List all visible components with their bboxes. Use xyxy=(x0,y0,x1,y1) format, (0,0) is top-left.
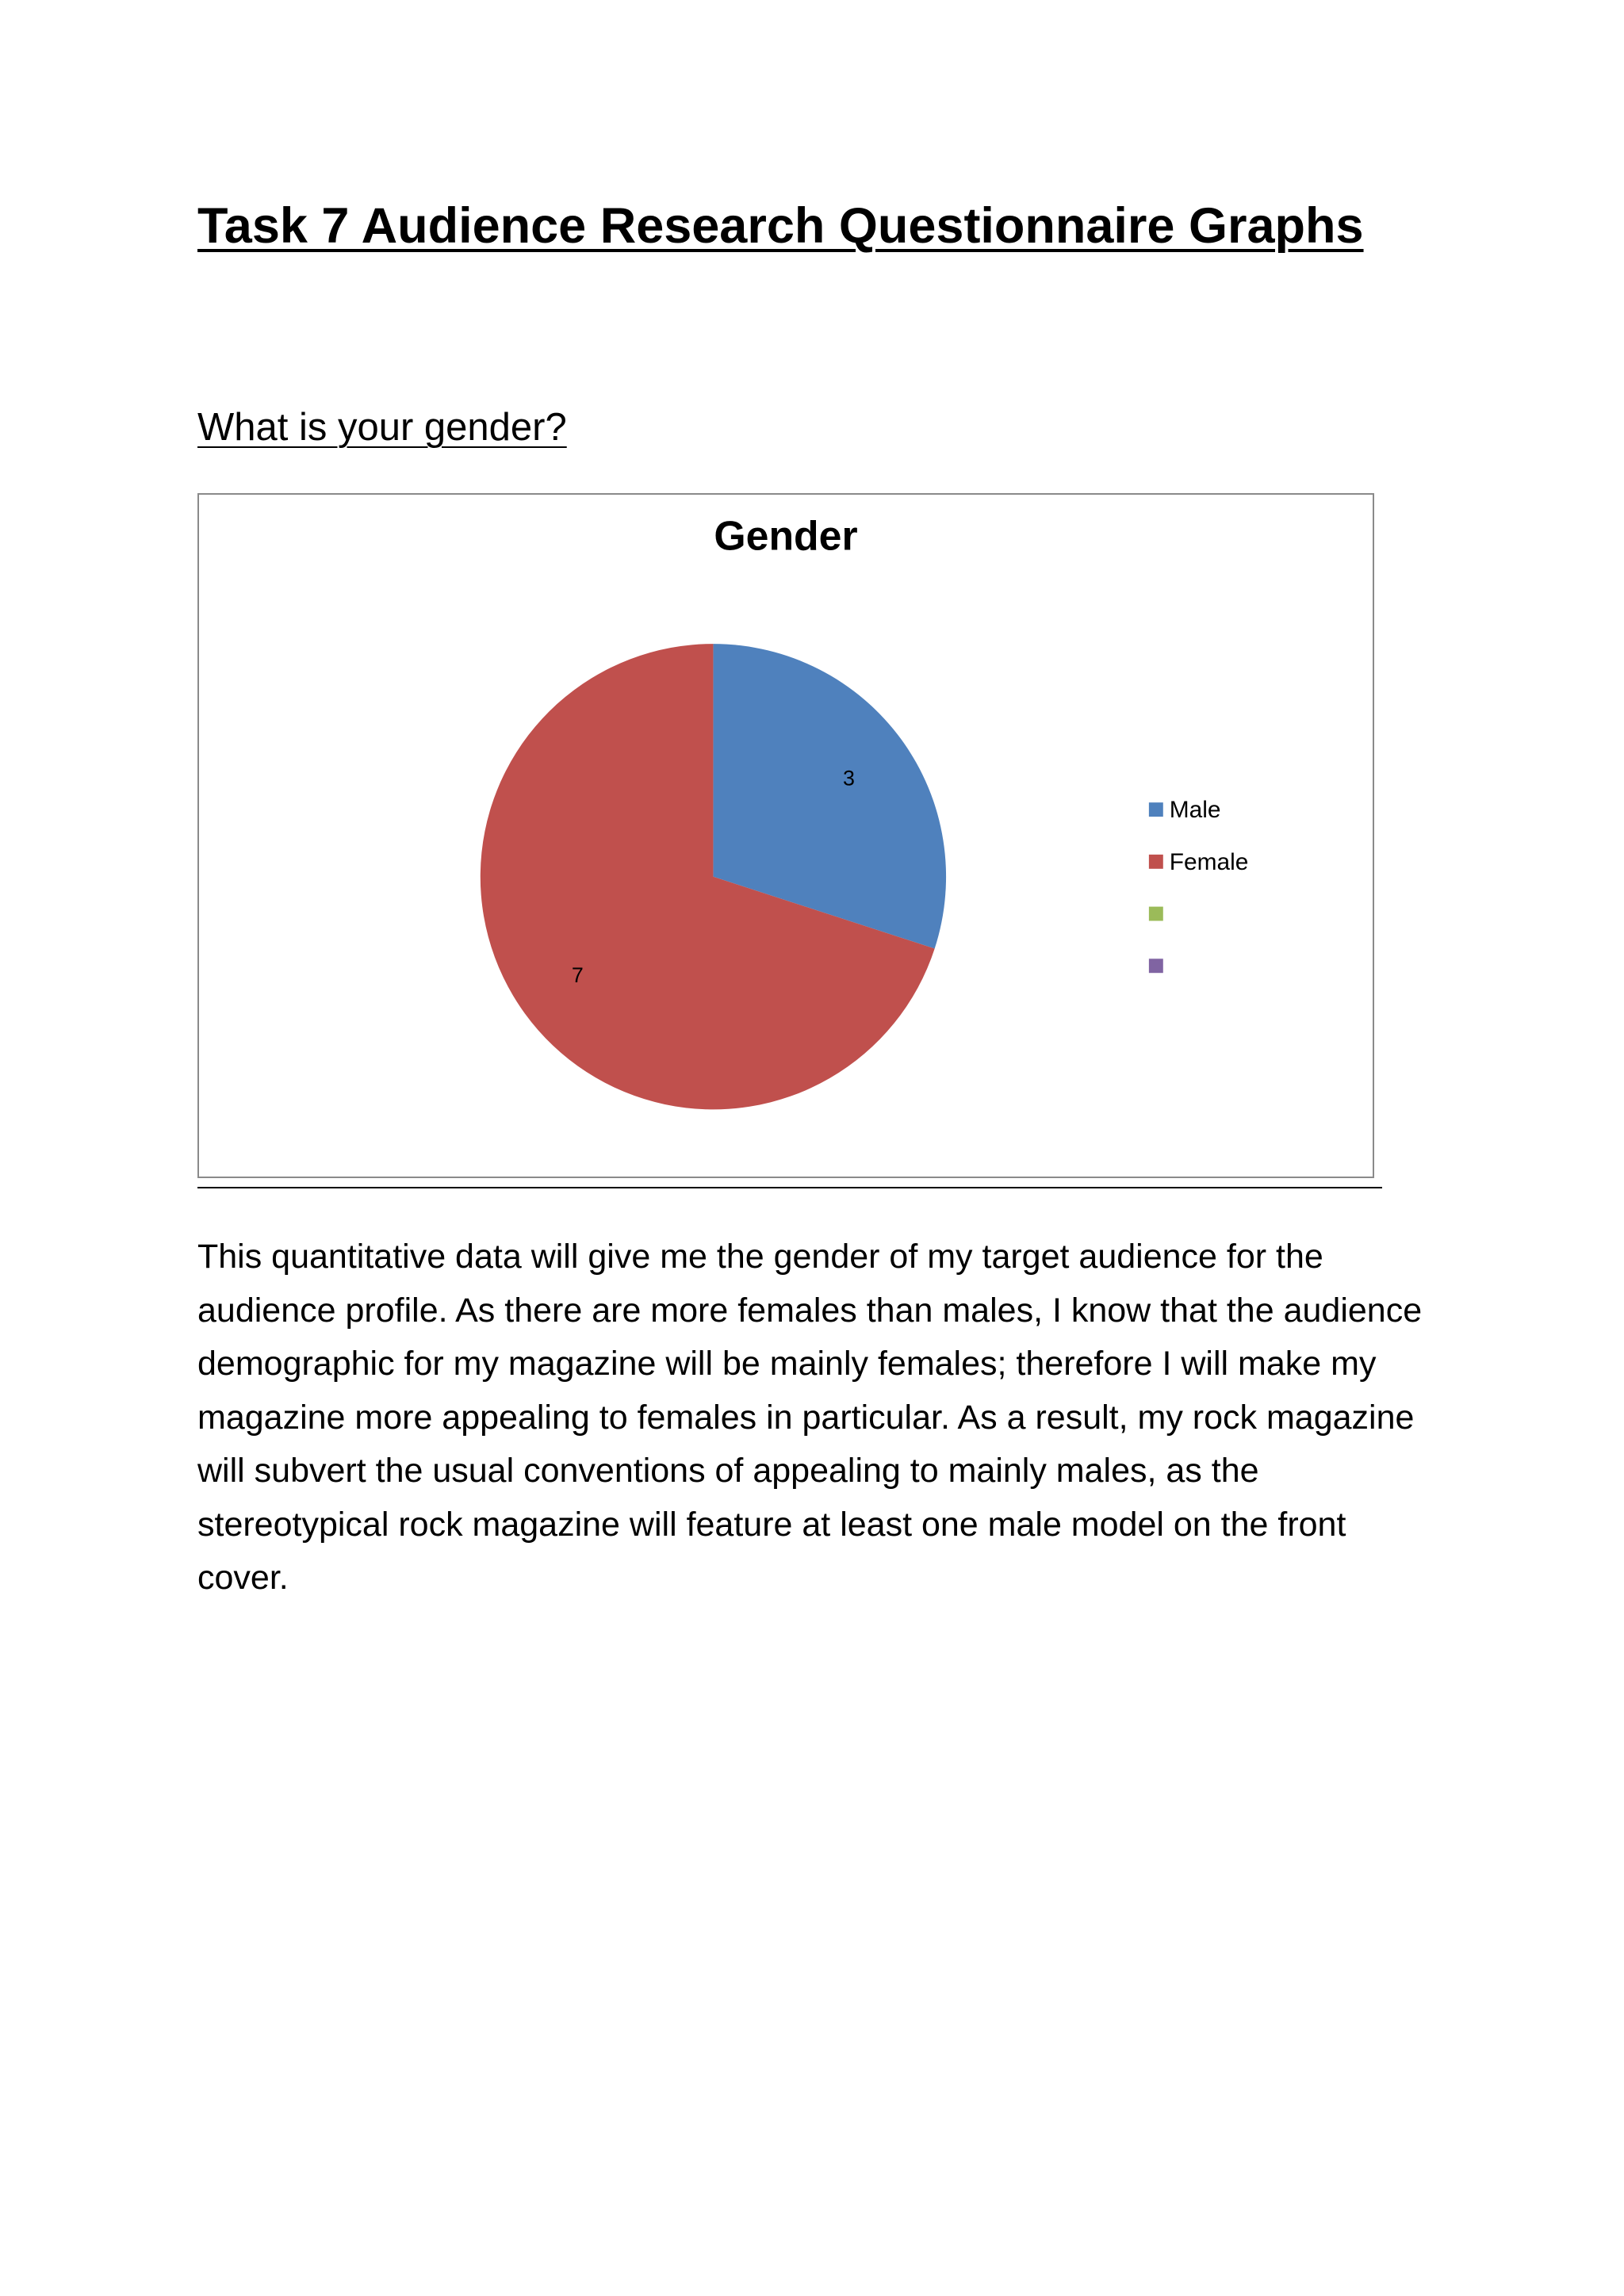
data-label-female: 7 xyxy=(571,962,584,987)
legend-swatch-3 xyxy=(1149,907,1163,921)
pie-chart-svg xyxy=(199,495,1373,1177)
chart-legend xyxy=(1149,797,1248,973)
gender-chart xyxy=(197,493,1374,1178)
legend-label-female: Female xyxy=(1169,848,1249,875)
data-label-male: 3 xyxy=(842,766,855,790)
question-heading: What is your gender? xyxy=(197,406,567,449)
pie-slices xyxy=(481,644,946,1109)
chart-title: Gender xyxy=(714,512,858,559)
legend-swatch-1 xyxy=(1149,802,1163,817)
page-title: Task 7 Audience Research Questionnaire Graphs xyxy=(197,198,1364,254)
analysis-paragraph: This quantitative data will give me the gender of my target audience for the audience profile. As there are more females than males, I know that the audience demographic for my magazine will be mainly females; therefore I will make my magazine more appealing to females in particular. As a result, my rock magazine will subvert the usual conventions of appealing to mainly males, as the stereotypical rock magazine will feature at least one male model on the front cover. xyxy=(197,1238,1423,1597)
chart-bottom-rule xyxy=(197,1187,1382,1188)
legend-label-male: Male xyxy=(1169,797,1221,824)
legend-swatch-2 xyxy=(1149,855,1163,869)
legend-swatch-4 xyxy=(1149,959,1163,973)
